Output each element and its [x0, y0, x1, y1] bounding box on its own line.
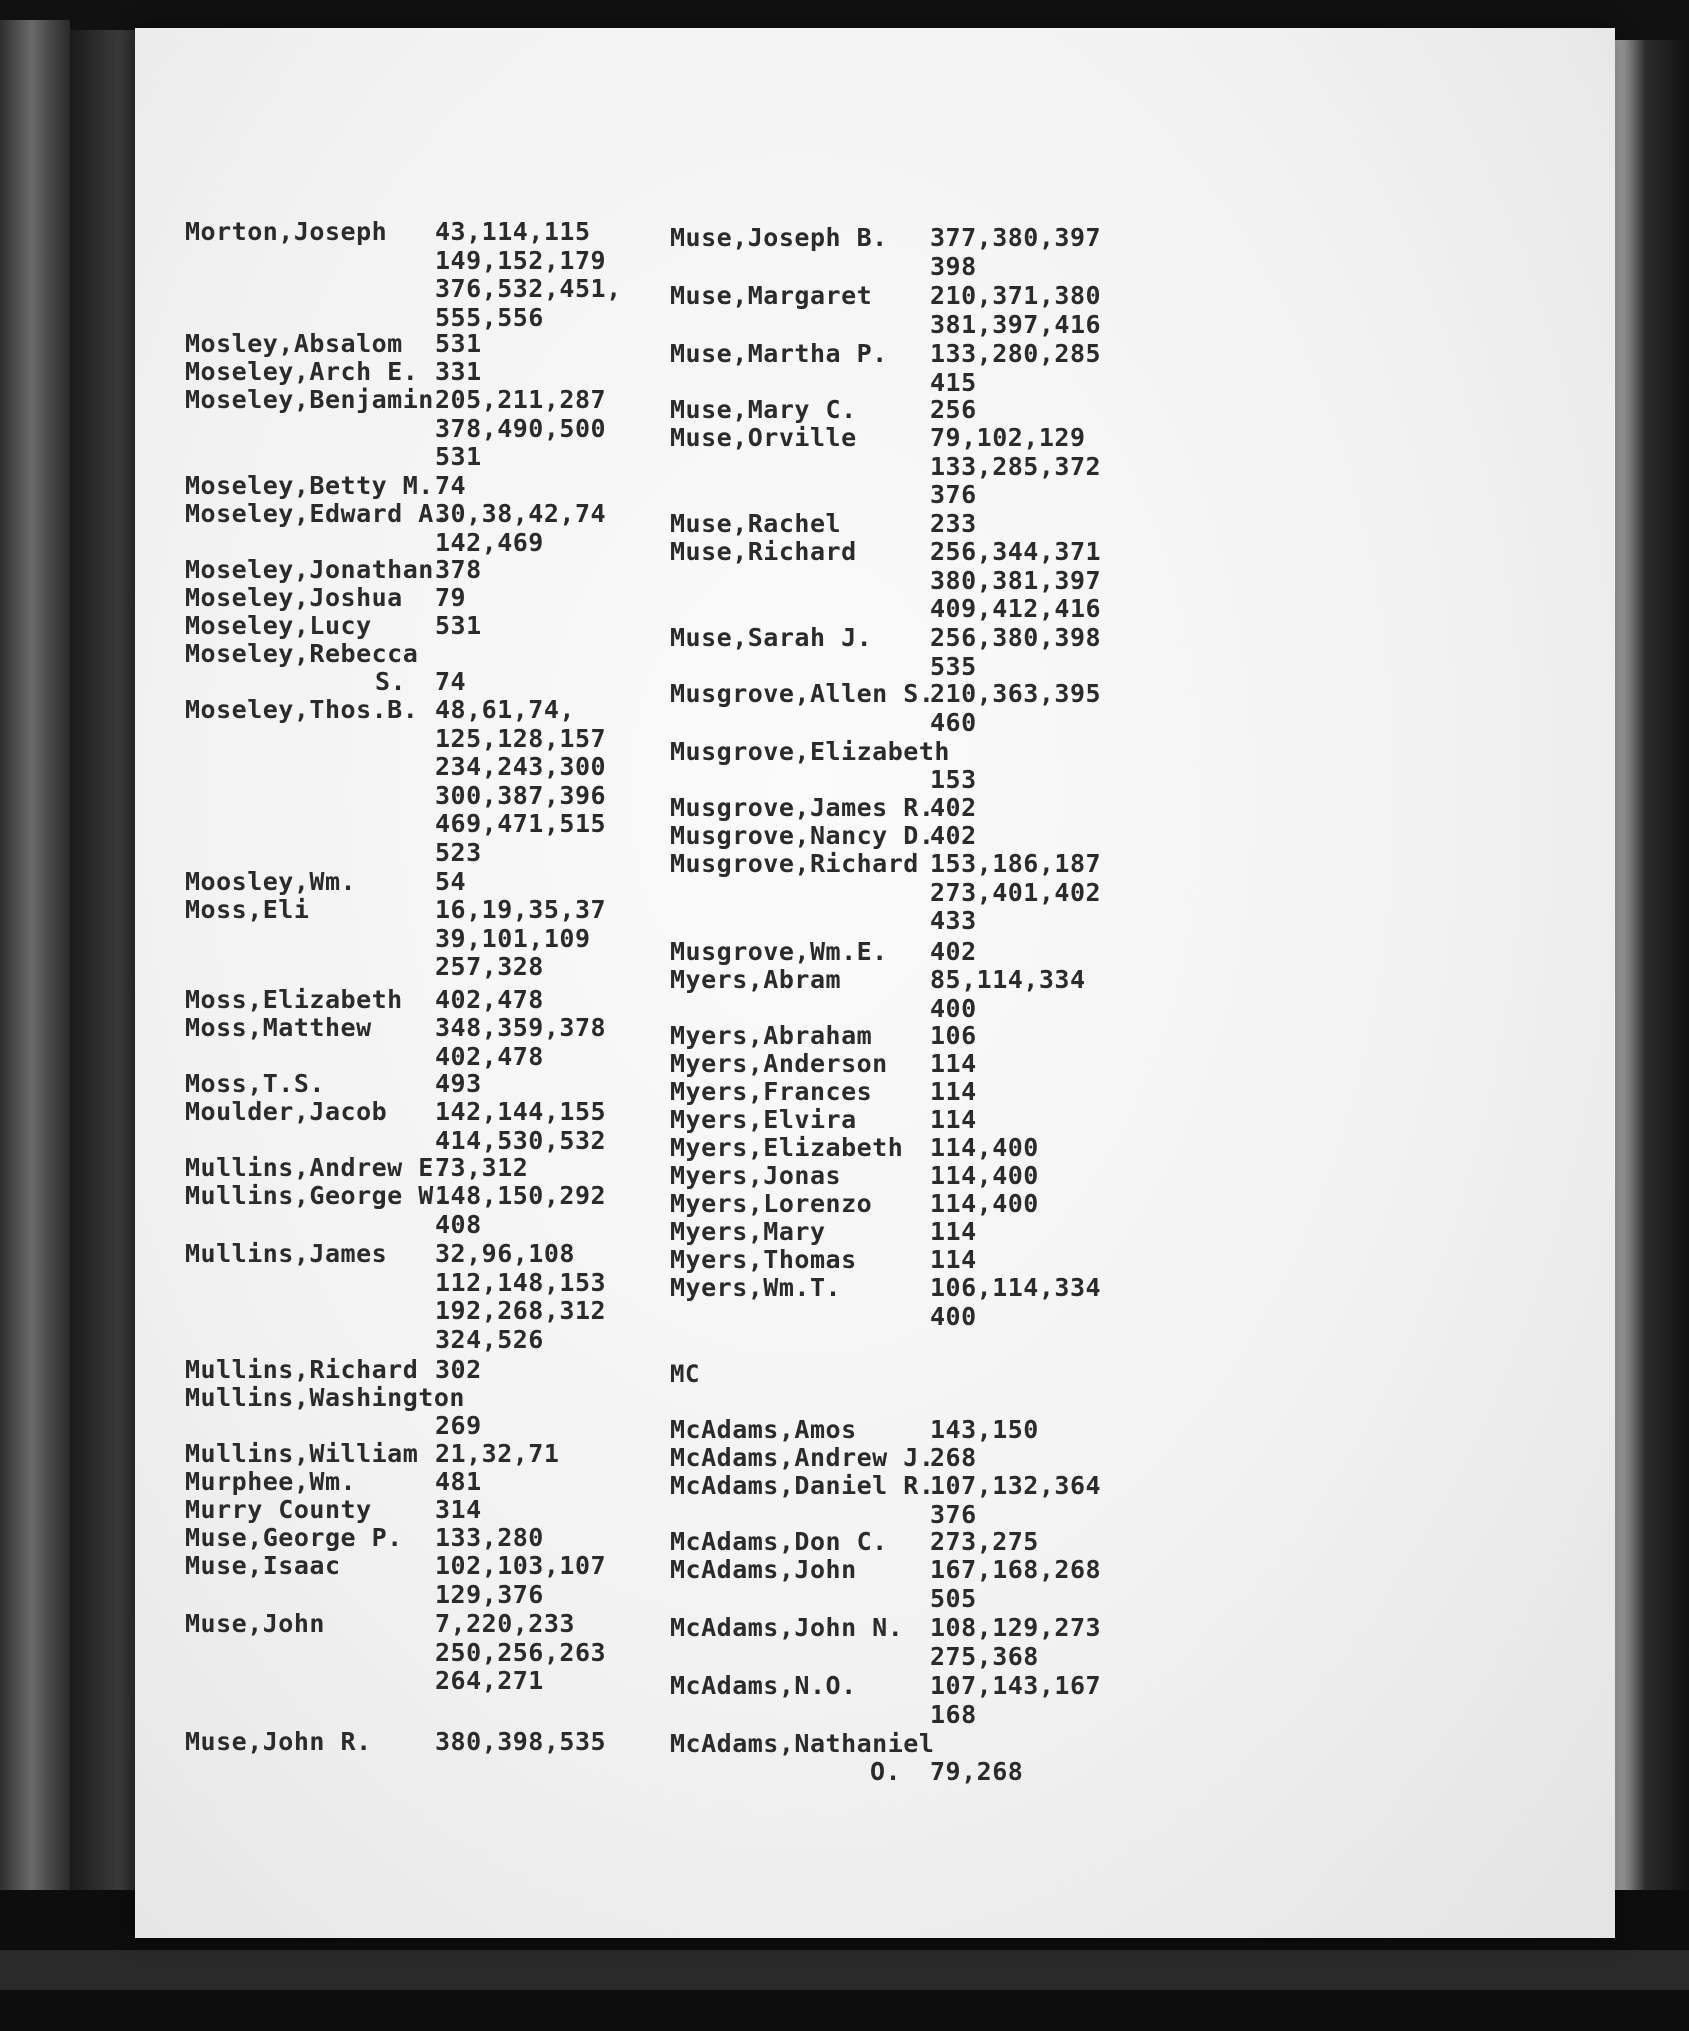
entry-name: Muse,Mary C.	[670, 395, 857, 424]
entry-name: Myers,Frances	[670, 1077, 873, 1106]
page-ref-line: 331	[435, 357, 482, 386]
page-ref-line: 400	[930, 1301, 977, 1331]
entry-name: Murphee,Wm.	[185, 1467, 357, 1496]
entry-page-refs	[435, 1356, 482, 1385]
page-ref-line: 380,381,397	[930, 565, 1102, 595]
entry-page-refs	[435, 556, 482, 585]
page-ref-line: 408	[435, 1209, 482, 1239]
entry-name: S.	[375, 667, 407, 696]
page-ref-line: 376	[930, 1499, 977, 1529]
page-ref-line: 378,490,500	[435, 413, 607, 443]
entry-page-refs	[930, 1274, 1101, 1331]
page-ref-line: 43,114,115	[435, 217, 591, 246]
page-ref-line: 129,376	[435, 1579, 544, 1609]
entry-page-refs	[930, 966, 1086, 1023]
entry-name: Myers,Wm.T.	[670, 1273, 842, 1302]
page-ref-line: 107,143,167	[930, 1671, 1102, 1700]
entry-page-refs	[930, 1022, 977, 1051]
entry-page-refs	[930, 396, 977, 425]
page-ref-line: 30,38,42,74	[435, 499, 607, 528]
page-ref-line: 257,328	[435, 952, 544, 981]
page-ref-line: 377,380,397	[930, 223, 1102, 252]
entry-name: McAdams,Amos	[670, 1415, 857, 1444]
page-ref-line: 133,280,285	[930, 339, 1102, 368]
entry-page-refs	[930, 1050, 977, 1079]
entry-name: McAdams,N.O.	[670, 1671, 857, 1700]
page-ref-line: 256	[930, 395, 977, 424]
page-ref-line: 535	[930, 651, 977, 681]
entry-page-refs	[435, 1610, 606, 1696]
entry-name: Moss,Eli	[185, 895, 310, 924]
entry-name: Moseley,Rebecca	[185, 639, 419, 668]
page-ref-line: 133,285,372	[930, 451, 1102, 481]
page-ref-line: 531	[435, 611, 482, 640]
entry-page-refs	[435, 1552, 606, 1609]
entry-page-refs	[930, 1472, 1101, 1529]
entry-page-refs	[930, 822, 977, 851]
page-ref-line: 114,400	[930, 1189, 1039, 1218]
entry-name: Musgrove,Richard	[670, 849, 919, 878]
entry-name: Moss,T.S.	[185, 1069, 325, 1098]
page-ref-line: 16,19,35,37	[435, 895, 607, 924]
page-ref-line: 402	[930, 937, 977, 966]
entry-name: Mullins,Washington	[185, 1383, 465, 1412]
page-ref-line: 256,344,371	[930, 537, 1102, 566]
entry-name: Myers,Mary	[670, 1217, 826, 1246]
page-ref-line: 39,101,109	[435, 923, 591, 953]
entry-page-refs	[930, 680, 1101, 737]
entry-name: McAdams,John	[670, 1555, 857, 1584]
entry-page-refs	[930, 1416, 1039, 1445]
entry-name: Muse,Orville	[670, 423, 857, 452]
entry-name: Myers,Anderson	[670, 1049, 888, 1078]
page-ref-line: 125,128,157	[435, 723, 607, 753]
page-ref-line: 402	[930, 793, 977, 822]
entry-page-refs	[930, 1614, 1101, 1671]
page-ref-line: 114	[930, 1217, 977, 1246]
entry-page-refs	[435, 896, 606, 982]
page-ref-line: 433	[930, 906, 977, 935]
entry-page-refs	[930, 1078, 977, 1107]
page-ref-line: 48,61,74,	[435, 695, 575, 724]
entry-name: Myers,Abraham	[670, 1021, 873, 1050]
entry-name: Muse,Richard	[670, 537, 857, 566]
entry-name: Musgrove,Nancy D.	[670, 821, 935, 850]
entry-page-refs	[930, 938, 977, 967]
page-ref-line: 273,275	[930, 1527, 1039, 1556]
entry-page-refs	[930, 1190, 1039, 1219]
page-ref-line: 133,280	[435, 1523, 544, 1552]
page-ref-line: 381,397,416	[930, 309, 1102, 339]
entry-page-refs	[435, 330, 482, 359]
entry-page-refs	[435, 1524, 544, 1553]
entry-page-refs	[435, 668, 466, 697]
page-ref-line: 168	[930, 1699, 977, 1729]
page-ref-line: 460	[930, 707, 977, 737]
page-ref-line: 402,478	[435, 985, 544, 1014]
entry-page-refs	[930, 224, 1101, 281]
page-ref-line: 302	[435, 1355, 482, 1384]
page-ref-line: 102,103,107	[435, 1551, 607, 1580]
entry-name: Myers,Elvira	[670, 1105, 857, 1134]
page-ref-line: 21,32,71	[435, 1439, 560, 1468]
entry-name: Musgrove,James R.	[670, 793, 935, 822]
entry-page-refs	[435, 1070, 482, 1099]
entry-page-refs	[435, 1154, 528, 1183]
section-heading: MC	[670, 1360, 700, 1388]
entry-name: Moseley,Arch E.	[185, 357, 419, 386]
entry-name: Muse,Isaac	[185, 1551, 341, 1580]
page-ref-line: 378	[435, 555, 482, 584]
page-ref-line: 264,271	[435, 1666, 544, 1695]
page-ref-line: 114	[930, 1105, 977, 1134]
index-page	[135, 28, 1615, 1938]
page-ref-line: 531	[435, 442, 482, 471]
page-ref-line: 142,144,155	[435, 1097, 607, 1126]
entry-page-refs	[930, 1758, 1023, 1787]
entry-name: Mosley,Absalom	[185, 329, 403, 358]
page-ref-line: 73,312	[435, 1153, 529, 1182]
entry-page-refs	[930, 510, 977, 539]
entry-name: Myers,Elizabeth	[670, 1133, 904, 1162]
entry-name: Myers,Jonas	[670, 1161, 842, 1190]
entry-page-refs	[435, 358, 482, 387]
page-ref-line: 269	[435, 1411, 482, 1440]
entry-page-refs	[435, 1468, 482, 1497]
entry-name: Myers,Abram	[670, 965, 842, 994]
entry-page-refs	[435, 868, 466, 897]
entry-name: Muse,Joseph B.	[670, 223, 888, 252]
page-ref-line: 210,371,380	[930, 281, 1102, 310]
entry-name: Moseley,Thos.B.	[185, 695, 419, 724]
page-ref-line: 409,412,416	[930, 594, 1102, 623]
page-ref-line: 469,471,515	[435, 809, 607, 838]
entry-name: McAdams,John N.	[670, 1613, 904, 1642]
page-ref-line: 531	[435, 329, 482, 358]
page-ref-line: 106,114,334	[930, 1273, 1102, 1302]
page-ref-line: 54	[435, 867, 467, 896]
page-ref-line: 106	[930, 1021, 977, 1050]
entry-page-refs	[930, 282, 1101, 339]
entry-name: Mullins,James	[185, 1239, 388, 1268]
entry-name: Moseley,Benjamin	[185, 385, 434, 414]
page-ref-line: 402,478	[435, 1041, 544, 1071]
page-ref-line: 234,243,300	[435, 752, 607, 781]
entry-page-refs	[435, 1182, 606, 1239]
entry-page-refs	[435, 1014, 606, 1071]
page-ref-line: 414,530,532	[435, 1125, 607, 1155]
page-ref-line: 376,532,451,	[435, 274, 622, 303]
entry-name: McAdams,Nathaniel	[670, 1729, 935, 1758]
entry-page-refs	[930, 624, 1101, 681]
entry-name: McAdams,Andrew J.	[670, 1443, 935, 1472]
page-ref-line: 300,387,396	[435, 780, 607, 810]
page-ref-line: 114	[930, 1077, 977, 1106]
entry-page-refs	[930, 538, 1101, 624]
entry-name: Muse,Martha P.	[670, 339, 888, 368]
entry-name: Moss,Elizabeth	[185, 985, 403, 1014]
entry-page-refs	[930, 1528, 1039, 1557]
entry-page-refs	[435, 986, 544, 1015]
page-ref-line: 415	[930, 367, 977, 397]
page-ref-line: 114,400	[930, 1161, 1039, 1190]
entry-page-refs	[930, 1556, 1101, 1613]
page-ref-line: 555,556	[435, 302, 544, 332]
page-ref-line: 167,168,268	[930, 1555, 1102, 1584]
entry-name: Myers,Thomas	[670, 1245, 857, 1274]
entry-name: Muse,Margaret	[670, 281, 873, 310]
entry-name: O.	[870, 1757, 902, 1786]
page-ref-line: 523	[435, 837, 482, 867]
entry-name: McAdams,Don C.	[670, 1527, 888, 1556]
page-ref-line: 398	[930, 251, 977, 281]
entry-name: Muse,George P.	[185, 1523, 403, 1552]
entry-name: Morton,Joseph	[185, 217, 388, 246]
entry-page-refs	[930, 1134, 1039, 1163]
page-ref-line: 250,256,263	[435, 1637, 607, 1667]
page-ref-line: 273,401,402	[930, 877, 1102, 907]
page-ref-line: 74	[435, 667, 467, 696]
entry-page-refs	[435, 584, 466, 613]
page-ref-line: 314	[435, 1495, 482, 1524]
entry-page-refs	[930, 1672, 1101, 1729]
page-ref-line: 108,129,273	[930, 1613, 1102, 1642]
page-ref-line: 205,211,287	[435, 385, 607, 414]
entry-page-refs	[435, 472, 466, 501]
page-ref-line: 233	[930, 509, 977, 538]
page-ref-line: 402	[930, 821, 977, 850]
page-ref-line: 143,150	[930, 1415, 1039, 1444]
entry-page-refs	[930, 1444, 977, 1473]
entry-name: Mullins,George W.	[185, 1181, 450, 1210]
entry-name: Moss,Matthew	[185, 1013, 372, 1042]
entry-name: Moseley,Jonathan	[185, 555, 434, 584]
entry-name: Myers,Lorenzo	[670, 1189, 873, 1218]
page-ref-line: 275,368	[930, 1641, 1039, 1671]
entry-page-refs	[930, 424, 1101, 510]
entry-name: Moseley,Edward A.	[185, 499, 450, 528]
entry-page-refs	[930, 794, 977, 823]
page-ref-line: 79,102,129	[930, 423, 1086, 452]
entry-name: Moseley,Lucy	[185, 611, 372, 640]
entry-name: Musgrove,Elizabeth	[670, 737, 950, 766]
page-ref-line: 142,469	[435, 527, 544, 557]
page-ref-line: 114	[930, 1245, 977, 1274]
entry-page-refs	[930, 1246, 977, 1275]
page-ref-line: 7,220,233	[435, 1609, 575, 1638]
frame-lip	[0, 1950, 1689, 1990]
entry-page-refs	[930, 1218, 977, 1247]
page-ref-line: 268	[930, 1443, 977, 1472]
entry-name: Muse,John R.	[185, 1727, 372, 1756]
page-ref-line: 153	[930, 765, 977, 794]
page-ref-line: 85,114,334	[930, 965, 1086, 994]
page-ref-line: 493	[435, 1069, 482, 1098]
page-ref-line: 400	[930, 993, 977, 1023]
entry-name: Musgrove,Wm.E.	[670, 937, 888, 966]
entry-page-refs	[435, 696, 606, 867]
entry-page-refs	[930, 1162, 1039, 1191]
page-ref-line: 112,148,153	[435, 1267, 607, 1297]
entry-page-refs	[435, 386, 606, 472]
entry-page-refs	[435, 1496, 482, 1525]
entry-name: Moulder,Jacob	[185, 1097, 388, 1126]
entry-name: Musgrove,Allen S.	[670, 679, 935, 708]
entry-name: Moosley,Wm.	[185, 867, 357, 896]
entry-page-refs	[930, 766, 977, 795]
page-ref-line: 505	[930, 1583, 977, 1613]
book-spine	[0, 20, 70, 1900]
page-ref-line: 376	[930, 480, 977, 509]
page-ref-line: 79	[435, 583, 467, 612]
page-ref-line: 348,359,378	[435, 1013, 607, 1042]
entry-page-refs	[435, 1440, 559, 1469]
entry-name: Muse,Sarah J.	[670, 623, 873, 652]
page-ref-line: 148,150,292	[435, 1181, 607, 1210]
entry-page-refs	[435, 218, 622, 332]
entry-page-refs	[435, 1728, 606, 1757]
entry-name: McAdams,Daniel R.	[670, 1471, 935, 1500]
entry-name: Mullins,William	[185, 1439, 419, 1468]
entry-name: Mullins,Andrew E.	[185, 1153, 450, 1182]
entry-page-refs	[435, 612, 482, 641]
entry-page-refs	[930, 850, 1101, 936]
page-ref-line: 149,152,179	[435, 245, 607, 275]
entry-name: Murry County	[185, 1495, 372, 1524]
entry-name: Muse,Rachel	[670, 509, 842, 538]
entry-page-refs	[930, 1106, 977, 1135]
page-ref-line: 32,96,108	[435, 1239, 575, 1268]
page-ref-line: 79,268	[930, 1757, 1024, 1786]
page-ref-line: 74	[435, 471, 467, 500]
page-ref-line: 256,380,398	[930, 623, 1102, 652]
entry-name: Muse,John	[185, 1609, 325, 1638]
entry-name: Moseley,Joshua	[185, 583, 403, 612]
page-ref-line: 192,268,312	[435, 1296, 607, 1325]
page-ref-line: 380,398,535	[435, 1727, 607, 1756]
page-ref-line: 114,400	[930, 1133, 1039, 1162]
entry-page-refs	[930, 340, 1101, 397]
page-ref-line: 153,186,187	[930, 849, 1102, 878]
entry-page-refs	[435, 500, 606, 557]
entry-page-refs	[435, 1240, 606, 1354]
page-ref-line: 210,363,395	[930, 679, 1102, 708]
page-ref-line: 481	[435, 1467, 482, 1496]
entry-name: Mullins,Richard	[185, 1355, 419, 1384]
page-ref-line: 107,132,364	[930, 1471, 1102, 1500]
page-ref-line: 114	[930, 1049, 977, 1078]
entry-page-refs	[435, 1098, 606, 1155]
entry-name: Moseley,Betty M.	[185, 471, 434, 500]
entry-page-refs	[435, 1412, 482, 1441]
page-ref-line: 324,526	[435, 1324, 544, 1354]
